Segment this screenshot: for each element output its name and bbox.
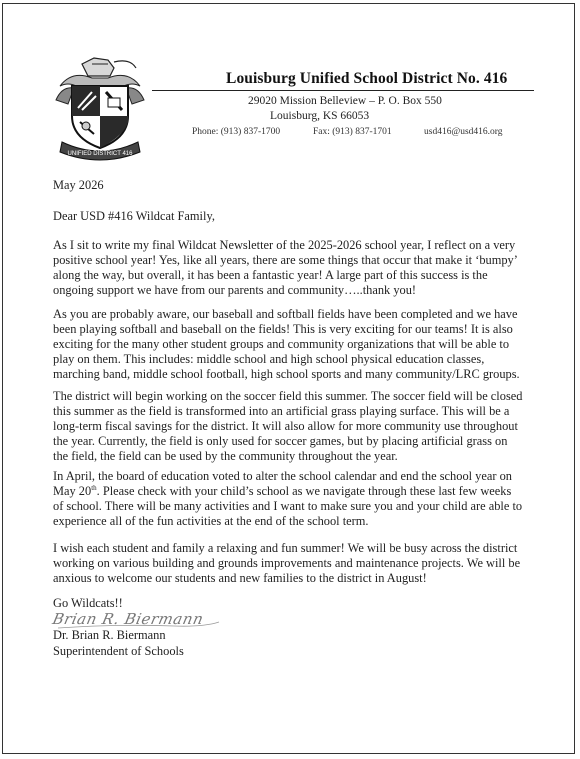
- paragraph-5: I wish each student and family a relaxing and fun summer! We will be busy across the district working on various building and grounds improvements and maintenance projects. We will be anxious to welcome our students and new families to the district in August!: [53, 541, 521, 585]
- paragraph-4-start: In April, the board of education voted to alter the school calendar and end the school year on May 20: [53, 469, 512, 498]
- address-line-2: Louisburg, KS 66053: [270, 110, 370, 122]
- letter-greeting: Dear USD #416 Wildcat Family,: [53, 209, 215, 223]
- letter-date: May 2026: [53, 178, 104, 192]
- fax-number: Fax: (913) 837-1701: [313, 127, 392, 137]
- paragraph-4-ordinal: th: [91, 483, 97, 492]
- phone-number: Phone: (913) 837-1700: [192, 127, 281, 137]
- signer-name: Dr. Brian R. Biermann: [53, 628, 166, 642]
- signer-title: Superintendent of Schools: [53, 644, 184, 658]
- paragraph-1: As I sit to write my final Wildcat Newsletter of the 2025-2026 school year, I reflect on a very positive school year! Yes, like all years, there are some things that occur that make it ‘bumpy’ along the way, but overall, it has been a fantastic year! A large part of this success is the ongoing support we have from our parents and community…..thank you!: [53, 238, 517, 297]
- address-line-1: 29020 Mission Belleview – P. O. Box 550: [248, 95, 442, 107]
- letter-closing: Go Wildcats!!: [53, 596, 123, 610]
- email-address: usd416@usd416.org: [424, 127, 503, 137]
- paragraph-4: [53, 469, 523, 529]
- signature-script: Brian R. Biermann: [50, 610, 205, 628]
- district-name: Louisburg Unified School District No. 416: [226, 70, 508, 87]
- crest-banner-text: UNIFIED DISTRICT 416: [67, 151, 133, 157]
- paragraph-4-end: . Please check with your child’s school as we navigate through these last few weeks of school. There will be many activities and I want to make sure you and your child are able to experience all of the fun activities at the end of the school term.: [53, 484, 523, 528]
- paragraph-3: The district will begin working on the soccer field this summer. The soccer field will be closed this summer as the field is transformed into an artificial grass playing surface. This will be a long-term fiscal savings for the district. It will also allow for more community use throughout the year. Currently, the field is only used for soccer games, but by placing artificial grass on the field, the field can be used by the community throughout the year.: [53, 389, 523, 463]
- district-crest-logo: [52, 56, 148, 164]
- header-rule: [152, 90, 534, 91]
- paragraph-2: As you are probably aware, our baseball and softball fields have been completed and we have been playing softball and baseball on the fields! This is very exciting for our teams! It is also exciting for the many other student groups and community organizations that will be able to play on them. This includes: middle school and high school physical education classes, marching band, middle school football, high school sports and many community/LRC groups.: [53, 307, 520, 381]
